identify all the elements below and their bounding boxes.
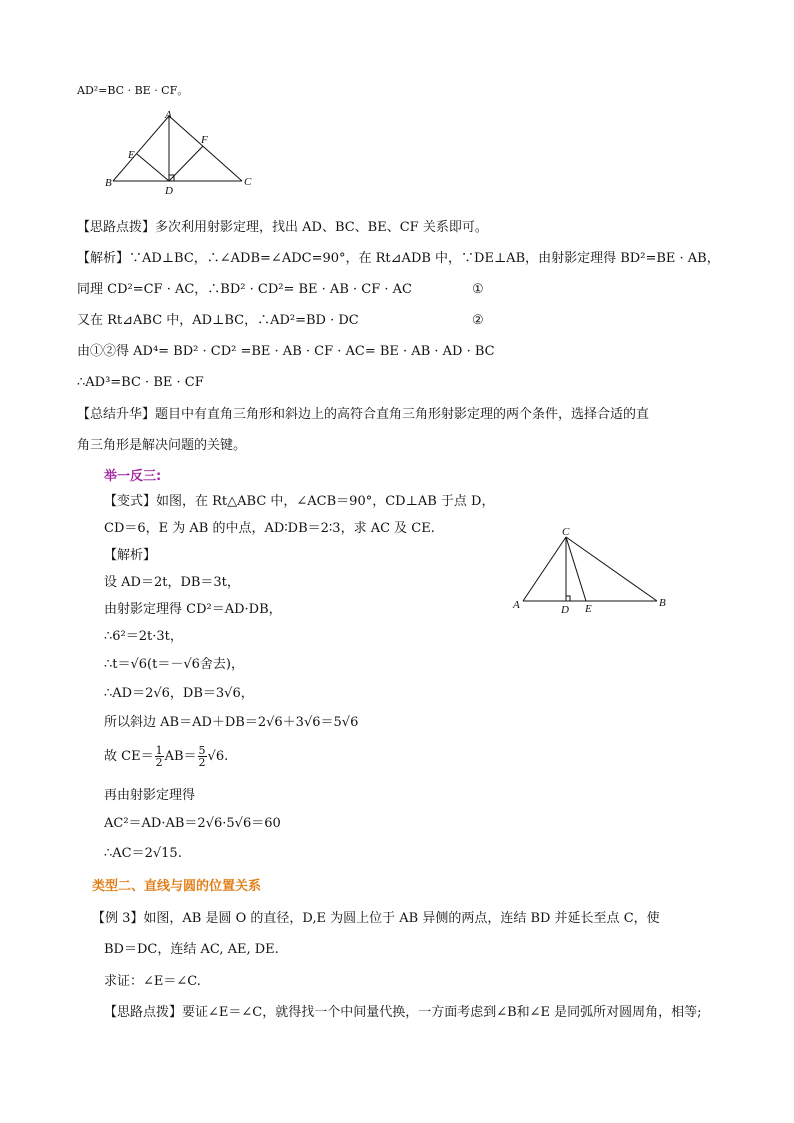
label-e: E [128,149,135,161]
practice-solution-title: 【解析】 [104,548,157,563]
label-b: B [659,597,666,609]
practice-step-5: ∴AD＝2√6，DB＝3√6， [104,686,254,701]
practice-step-9: AC²＝AD·AB＝2√6·5√6＝60 [104,816,281,831]
segment-cb [566,537,657,601]
summary-line-1: 【总结升华】题目中有直角三角形和斜边上的高符合直角三角形射影定理的两个条件，选择合适的直 [77,407,650,422]
example3-line-2: BD＝DC，连结 AC, AE, DE. [104,942,279,957]
variant-line-1: 【变式】如图，在 Rt△ABC 中，∠ACB＝90°，CD⊥AB 于点 D， [104,494,495,509]
practice-step-8: 再由射影定理得 [104,788,196,803]
segment-ce [566,537,586,601]
solution-line-1: 【解析】∵AD⊥BC，∴∠ADB=∠ADC=90°，在 Rt⊿ADB 中，∵DE⊥AB，由射影定理得 BD²=BE · AB， [77,251,720,266]
segment-de [137,154,169,181]
equation-marker-2: ② [472,313,484,328]
label-a: A [513,599,520,611]
hint-line: 【思路点拨】多次利用射影定理，找出 AD、BC、BE、CF 关系即可。 [77,220,488,235]
label-b: B [105,177,112,189]
triangle-figure-1 [100,108,270,198]
prove-statement: 求证：∠E＝∠C. [104,974,201,989]
fraction-one-half [155,745,164,768]
fraction-denominator: 2 [155,756,163,769]
fraction-numerator: 5 [198,744,206,757]
practice-step-3: ∴6²＝2t·3t， [104,629,183,644]
segment-ca [523,537,566,601]
solution-line-5: ∴AD³=BC · BE · CF [77,375,204,390]
segment-ac [169,116,242,181]
solution-line-2: 同理 CD²=CF · AC，∴BD² · CD²= BE · AB · CF · AC [77,282,412,297]
section-heading-type2: 类型二、直线与圆的位置关系 [92,879,262,894]
label-c: C [244,176,252,188]
practice-step-10: ∴AC＝2√15. [104,846,182,861]
label-d: D [561,604,569,616]
step7-mid: AB＝ [164,749,197,764]
fraction-five-halves [198,745,207,768]
solution-line-4: 由①②得 AD⁴= BD² · CD² =BE · AB · CF · AC= BE · AB · AD · BC [77,344,495,359]
right-angle-mark [566,596,570,601]
triangle-figure-2 [505,522,680,617]
practice-step-7 [104,744,228,770]
step7-suffix: √6. [207,749,229,764]
fraction-denominator: 2 [198,756,206,769]
summary-line-2: 角三角形是解决问题的关键。 [77,438,247,453]
equation-marker-1: ① [472,282,484,297]
label-e: E [585,603,592,615]
label-a: A [165,109,172,121]
label-c: C [562,526,570,538]
step7-prefix: 故 CE＝ [104,749,154,764]
conclusion-line: AD²=BC · BE · CF。 [77,84,189,97]
solution-line-3: 又在 Rt⊿ABC 中，AD⊥BC，∴AD²=BD · DC [77,313,359,328]
practice-step-4: ∴t＝√6(t＝－√6舍去)， [104,657,244,672]
variant-line-2: CD＝6，E 为 AB 的中点，AD∶DB＝2∶3，求 AC 及 CE. [104,521,435,536]
fraction-numerator: 1 [155,744,163,757]
practice-heading: 举一反三: [104,469,162,484]
practice-step-2: 由射影定理得 CD²＝AD·DB， [104,602,282,617]
example3-line-1: 【例 3】如图，AB 是圆 O 的直径，D,E 为圆上位于 AB 异侧的两点，连结 BD 并延长至点 C，使 [92,911,660,926]
practice-step-6: 所以斜边 AB＝AD＋DB＝2√6＋3√6＝5√6 [104,715,359,730]
example3-hint: 【思路点拨】要证∠E＝∠C，就得找一个中间量代换，一方面考虑到∠B和∠E 是同弧所对圆周角，相等; [104,1005,702,1020]
practice-step-1: 设 AD＝2t，DB＝3t， [104,575,240,590]
label-f: F [201,134,208,146]
segment-ab [113,116,169,181]
label-d: D [165,185,173,197]
